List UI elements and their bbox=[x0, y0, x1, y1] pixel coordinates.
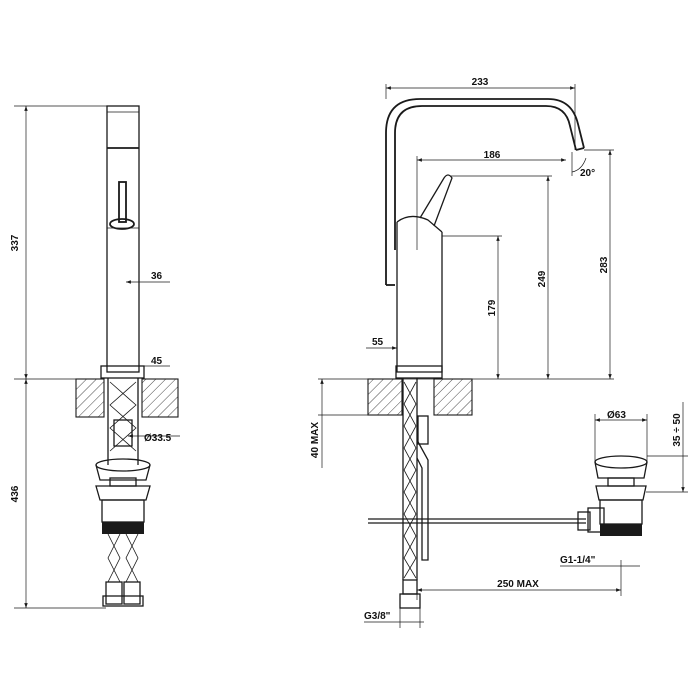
hose-b-fitting bbox=[124, 582, 140, 604]
waste-body-side bbox=[596, 486, 646, 500]
dim-label-45: 45 bbox=[151, 356, 163, 367]
shank-side bbox=[418, 416, 428, 444]
deck-right-section bbox=[142, 379, 178, 417]
dim-label-55: 55 bbox=[372, 337, 384, 348]
waste-nut-side bbox=[608, 478, 634, 486]
hose-a-fitting bbox=[106, 582, 122, 604]
waste-top-side bbox=[595, 462, 647, 478]
dim-label-250: 250 MAX bbox=[497, 579, 539, 590]
dim-label-g38: G3/8" bbox=[364, 611, 391, 622]
front-view-dimensions bbox=[10, 106, 180, 608]
deck-left-section bbox=[76, 379, 104, 417]
braided-hose-side bbox=[404, 382, 416, 578]
hose-fitting-side bbox=[403, 580, 417, 594]
dim-label-36: 36 bbox=[151, 271, 163, 282]
waste-flange-front bbox=[96, 459, 150, 471]
waste-tail-front bbox=[102, 500, 144, 522]
dim-label-angle: 20° bbox=[580, 168, 596, 179]
shank-front bbox=[114, 420, 132, 446]
dim-label-337: 337 bbox=[10, 234, 21, 252]
waste-nut-front bbox=[110, 478, 136, 486]
spout-outlet bbox=[576, 148, 584, 150]
spout-outer bbox=[395, 106, 576, 250]
waste-tail-side bbox=[600, 500, 642, 524]
dim-label-186: 186 bbox=[483, 150, 501, 161]
dim-label-hole: Ø33.5 bbox=[144, 433, 172, 444]
spout-inner bbox=[386, 99, 584, 288]
deck-right-section-side bbox=[434, 379, 472, 415]
dim-label-40: 40 MAX bbox=[310, 421, 321, 459]
dim-label-249: 249 bbox=[537, 270, 548, 288]
waste-thread-front bbox=[102, 522, 144, 534]
dim-label-233: 233 bbox=[471, 77, 489, 88]
faucet-body-front bbox=[107, 106, 139, 372]
waste-view bbox=[595, 456, 647, 536]
hose-b-below bbox=[126, 534, 138, 582]
dim-label-179: 179 bbox=[487, 299, 498, 317]
deck-left-section-side bbox=[368, 379, 402, 415]
dim-label-63: Ø63 bbox=[607, 410, 626, 421]
lever-front bbox=[119, 182, 126, 222]
side-view bbox=[368, 99, 604, 608]
faucet-body-side bbox=[397, 222, 442, 372]
dim-label-35-50: 35 ÷ 50 bbox=[672, 413, 683, 447]
dim-label-436: 436 bbox=[10, 485, 21, 503]
front-view bbox=[76, 106, 178, 606]
dim-label-283: 283 bbox=[599, 256, 610, 274]
dim-label-g114: G1-1/4" bbox=[560, 555, 596, 566]
hose-a-below bbox=[108, 534, 120, 582]
lever-base-front bbox=[110, 219, 134, 229]
waste-thread-side bbox=[600, 524, 642, 536]
side-view-dimensions bbox=[310, 77, 688, 628]
waste-body-front bbox=[96, 486, 150, 500]
pull-rod-side bbox=[417, 440, 428, 560]
waste-flange-side bbox=[595, 456, 647, 468]
